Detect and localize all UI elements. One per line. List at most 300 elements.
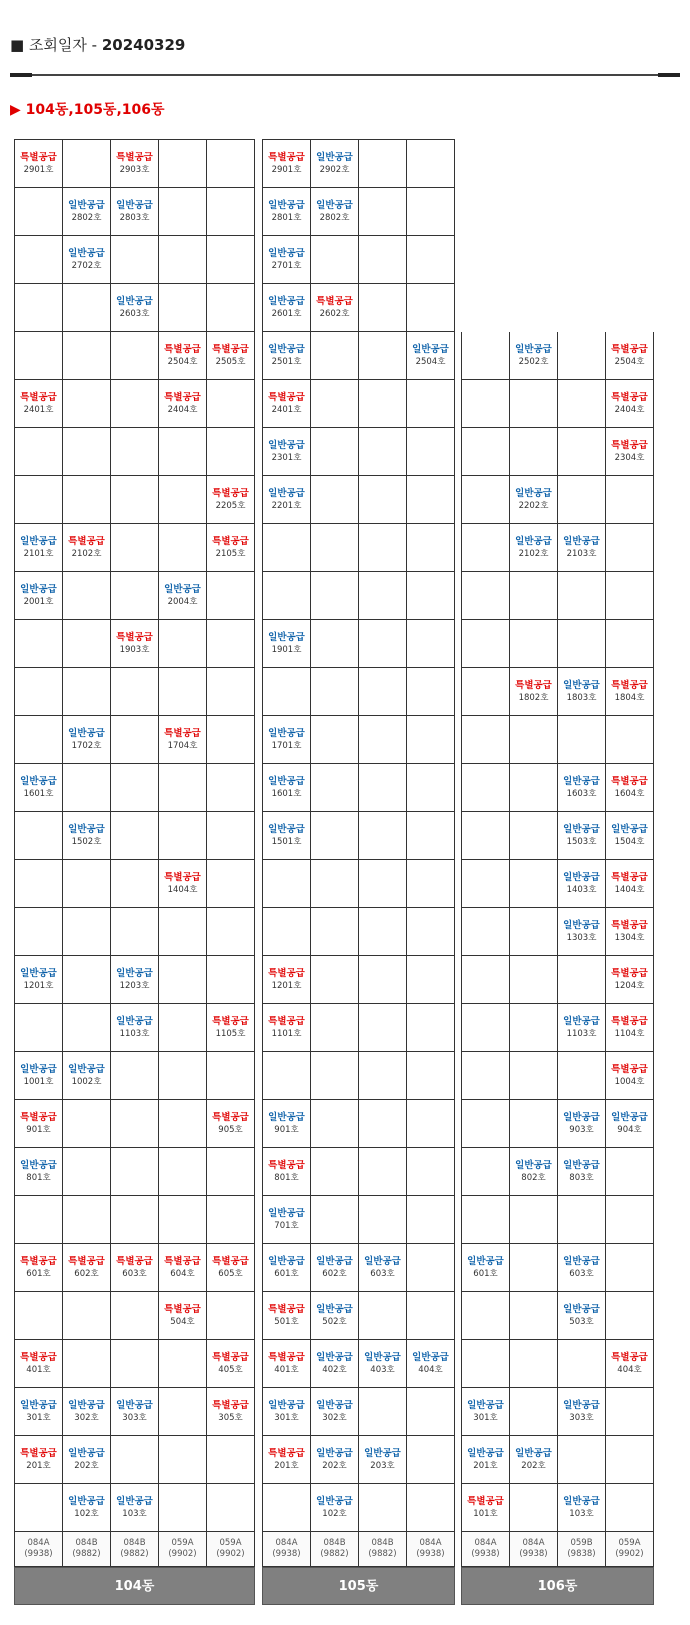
unit-cell[interactable] (263, 1340, 311, 1388)
unit-cell[interactable] (606, 956, 654, 1004)
general-supply-badge: 일반공급 (515, 535, 552, 547)
unit-cell[interactable] (263, 1004, 311, 1052)
general-supply-badge: 일반공급 (116, 967, 153, 979)
unit-cell[interactable] (606, 764, 654, 812)
unit-cell[interactable] (111, 188, 159, 236)
unit-cell[interactable] (263, 956, 311, 1004)
unit-cell[interactable] (63, 188, 111, 236)
unit-cell-empty (159, 236, 207, 284)
floor-row (462, 380, 654, 428)
unit-cell[interactable] (63, 812, 111, 860)
unit-number: 905호 (218, 1124, 243, 1135)
unit-cell[interactable] (263, 1100, 311, 1148)
unit-cell[interactable] (15, 1052, 63, 1100)
unit-cell[interactable] (359, 1244, 407, 1292)
special-supply-badge: 특별공급 (20, 1351, 57, 1363)
unit-grid (461, 139, 654, 1567)
floor-row (15, 428, 255, 476)
title-prefix: ■ 조회일자 - (10, 36, 102, 54)
floor-row (15, 1388, 255, 1436)
unit-number: 403호 (370, 1364, 395, 1375)
unit-number: 302호 (74, 1412, 99, 1423)
floor-row (462, 860, 654, 908)
unit-cell-empty (263, 668, 311, 716)
unit-cell[interactable] (111, 1004, 159, 1052)
unit-cell[interactable] (63, 1388, 111, 1436)
floor-row (462, 764, 654, 812)
unit-cell[interactable] (359, 1340, 407, 1388)
unit-number: 2401호 (271, 404, 302, 415)
unit-cell-empty (359, 476, 407, 524)
floor-row (462, 908, 654, 956)
unit-cell[interactable] (263, 620, 311, 668)
unit-cell-empty (558, 572, 606, 620)
empty-slot (462, 236, 510, 284)
unit-cell[interactable] (558, 1148, 606, 1196)
unit-cell[interactable] (606, 1052, 654, 1100)
unit-cell-empty (159, 956, 207, 1004)
unit-cell-empty (207, 1292, 255, 1340)
unit-cell-empty (510, 1100, 558, 1148)
unit-number: 801호 (274, 1172, 299, 1183)
unit-cell[interactable] (606, 380, 654, 428)
unit-cell[interactable] (510, 668, 558, 716)
unit-cell-empty (207, 1052, 255, 1100)
unit-cell[interactable] (15, 764, 63, 812)
unit-number: 701호 (274, 1220, 299, 1231)
unit-cell[interactable] (111, 1484, 159, 1532)
unit-cell[interactable] (111, 956, 159, 1004)
unit-cell[interactable] (15, 1244, 63, 1292)
unit-cell[interactable] (510, 524, 558, 572)
unit-cell-empty (15, 1004, 63, 1052)
general-supply-badge: 일반공급 (268, 823, 305, 835)
unit-cell[interactable] (606, 1100, 654, 1148)
query-date: 20240329 (101, 36, 186, 54)
unit-number: 502호 (322, 1316, 347, 1327)
special-supply-badge: 특별공급 (20, 1111, 57, 1123)
unit-cell-empty (606, 1484, 654, 1532)
unit-cell-empty (63, 284, 111, 332)
floor-row (263, 620, 455, 668)
unit-cell[interactable] (462, 1388, 510, 1436)
floor-row (263, 1004, 455, 1052)
unit-cell[interactable] (606, 860, 654, 908)
special-supply-badge: 특별공급 (212, 487, 249, 499)
unit-type-label: 084B (9882) (311, 1532, 359, 1567)
unit-cell[interactable] (15, 1340, 63, 1388)
unit-cell-empty (462, 668, 510, 716)
unit-cell[interactable] (263, 716, 311, 764)
special-supply-badge: 특별공급 (116, 151, 153, 163)
unit-cell-empty (558, 956, 606, 1004)
unit-cell-empty (510, 764, 558, 812)
unit-cell-empty (558, 620, 606, 668)
unit-cell[interactable] (159, 380, 207, 428)
special-supply-badge: 특별공급 (164, 1303, 201, 1315)
unit-cell[interactable] (606, 332, 654, 380)
unit-number: 603호 (569, 1268, 594, 1279)
unit-cell[interactable] (63, 1244, 111, 1292)
unit-cell-empty (63, 140, 111, 188)
unit-cell[interactable] (606, 428, 654, 476)
unit-cell-empty (159, 1484, 207, 1532)
unit-cell[interactable] (407, 332, 455, 380)
unit-cell[interactable] (462, 1244, 510, 1292)
unit-cell[interactable] (407, 1340, 455, 1388)
floor-row (462, 1292, 654, 1340)
unit-cell[interactable] (558, 524, 606, 572)
unit-cell-empty (159, 284, 207, 332)
general-supply-badge: 일반공급 (268, 1399, 305, 1411)
unit-cell[interactable] (462, 1484, 510, 1532)
unit-cell[interactable] (558, 1388, 606, 1436)
unit-cell-empty (263, 908, 311, 956)
unit-cell[interactable] (15, 380, 63, 428)
general-supply-badge: 일반공급 (68, 1063, 105, 1075)
floor-row (15, 1292, 255, 1340)
unit-cell-empty (510, 716, 558, 764)
unit-cell-empty (462, 908, 510, 956)
title-divider (10, 74, 680, 76)
general-supply-badge: 일반공급 (563, 871, 600, 883)
general-supply-badge: 일반공급 (412, 1351, 449, 1363)
unit-cell-empty (111, 668, 159, 716)
general-supply-badge: 일반공급 (268, 631, 305, 643)
unit-cell-empty (359, 284, 407, 332)
unit-cell-empty (15, 812, 63, 860)
floor-row (15, 620, 255, 668)
unit-cell[interactable] (263, 476, 311, 524)
unit-cell[interactable] (159, 716, 207, 764)
unit-cell[interactable] (159, 1244, 207, 1292)
unit-cell[interactable] (558, 1004, 606, 1052)
unit-cell-empty (359, 764, 407, 812)
unit-cell[interactable] (15, 1148, 63, 1196)
unit-type-label: 084B (9882) (359, 1532, 407, 1567)
special-supply-badge: 특별공급 (268, 1159, 305, 1171)
unit-cell[interactable] (311, 1484, 359, 1532)
unit-type-row (462, 1532, 654, 1567)
unit-cell[interactable] (311, 284, 359, 332)
unit-number: 2201호 (271, 500, 302, 511)
unit-cell[interactable] (207, 1388, 255, 1436)
empty-slot (558, 236, 606, 284)
unit-cell[interactable] (263, 1196, 311, 1244)
special-supply-badge: 특별공급 (611, 1015, 648, 1027)
unit-cell[interactable] (311, 140, 359, 188)
floor-row (15, 956, 255, 1004)
unit-cell[interactable] (558, 860, 606, 908)
unit-cell[interactable] (207, 524, 255, 572)
unit-cell[interactable] (311, 1388, 359, 1436)
unit-cell-empty (558, 1052, 606, 1100)
unit-cell-empty (407, 668, 455, 716)
unit-cell-empty (359, 1292, 407, 1340)
unit-number: 1304호 (614, 932, 645, 943)
unit-cell[interactable] (111, 620, 159, 668)
unit-type-label: 084A (9938) (263, 1532, 311, 1567)
floor-row (15, 764, 255, 812)
unit-cell-empty (462, 380, 510, 428)
unit-cell[interactable] (263, 236, 311, 284)
unit-number: 1603호 (566, 788, 597, 799)
building-group-title: ▶ 104동,105동,106동 (10, 102, 165, 118)
special-supply-badge: 특별공급 (212, 1015, 249, 1027)
unit-cell-empty (111, 812, 159, 860)
unit-cell[interactable] (207, 476, 255, 524)
general-supply-badge: 일반공급 (268, 487, 305, 499)
floor-row (462, 1484, 654, 1532)
unit-number: 401호 (26, 1364, 51, 1375)
general-supply-badge: 일반공급 (20, 1159, 57, 1171)
unit-cell[interactable] (207, 1004, 255, 1052)
unit-cell[interactable] (111, 284, 159, 332)
unit-cell-empty (359, 956, 407, 1004)
unit-cell[interactable] (263, 380, 311, 428)
unit-cell-empty (311, 476, 359, 524)
special-supply-badge: 특별공급 (164, 727, 201, 739)
unit-number: 2802호 (319, 212, 350, 223)
unit-cell-empty (15, 716, 63, 764)
unit-number: 1103호 (566, 1028, 597, 1039)
empty-slot (462, 284, 510, 332)
unit-number: 501호 (274, 1316, 299, 1327)
general-supply-badge: 일반공급 (68, 1399, 105, 1411)
floor-row (15, 1004, 255, 1052)
unit-cell[interactable] (263, 428, 311, 476)
unit-cell-empty (359, 860, 407, 908)
unit-cell[interactable] (263, 1244, 311, 1292)
unit-cell[interactable] (15, 956, 63, 1004)
unit-number: 2701호 (271, 260, 302, 271)
unit-grid (262, 139, 455, 1567)
unit-number: 1201호 (23, 980, 54, 991)
unit-cell[interactable] (159, 572, 207, 620)
unit-cell[interactable] (510, 1436, 558, 1484)
unit-cell[interactable] (558, 764, 606, 812)
unit-cell-empty (462, 572, 510, 620)
floor-row (15, 1436, 255, 1484)
unit-cell[interactable] (606, 1340, 654, 1388)
unit-cell[interactable] (63, 1484, 111, 1532)
unit-cell[interactable] (510, 476, 558, 524)
unit-cell[interactable] (15, 1100, 63, 1148)
unit-cell-empty (63, 1148, 111, 1196)
unit-cell[interactable] (263, 140, 311, 188)
unit-cell-empty (159, 668, 207, 716)
special-supply-badge: 특별공급 (611, 439, 648, 451)
unit-cell[interactable] (159, 860, 207, 908)
general-supply-badge: 일반공급 (467, 1399, 504, 1411)
unit-cell[interactable] (111, 1388, 159, 1436)
unit-cell-empty (63, 332, 111, 380)
unit-cell[interactable] (462, 1436, 510, 1484)
unit-cell[interactable] (359, 1436, 407, 1484)
unit-number: 1704호 (167, 740, 198, 751)
unit-cell-empty (407, 716, 455, 764)
unit-cell[interactable] (15, 1388, 63, 1436)
unit-cell[interactable] (207, 332, 255, 380)
unit-cell[interactable] (263, 188, 311, 236)
general-supply-badge: 일반공급 (316, 1495, 353, 1507)
unit-cell[interactable] (63, 1052, 111, 1100)
floor-row (15, 1244, 255, 1292)
unit-cell-empty (359, 1052, 407, 1100)
unit-cell-empty (359, 1100, 407, 1148)
unit-cell[interactable] (558, 668, 606, 716)
empty-slot (462, 188, 510, 236)
unit-cell-empty (111, 332, 159, 380)
unit-cell[interactable] (558, 1484, 606, 1532)
floor-row (15, 716, 255, 764)
floor-row (263, 140, 455, 188)
unit-number: 1501호 (271, 836, 302, 847)
unit-cell-empty (510, 812, 558, 860)
unit-number: 1404호 (167, 884, 198, 895)
unit-cell[interactable] (263, 1292, 311, 1340)
unit-cell-empty (462, 428, 510, 476)
general-supply-badge: 일반공급 (316, 199, 353, 211)
unit-number: 1601호 (23, 788, 54, 799)
unit-cell-empty (407, 860, 455, 908)
unit-cell[interactable] (558, 812, 606, 860)
unit-cell[interactable] (263, 284, 311, 332)
unit-cell-empty (111, 716, 159, 764)
unit-cell[interactable] (111, 140, 159, 188)
unit-cell[interactable] (263, 1436, 311, 1484)
unit-cell[interactable] (311, 188, 359, 236)
unit-cell-empty (311, 860, 359, 908)
general-supply-badge: 일반공급 (316, 1351, 353, 1363)
unit-cell[interactable] (558, 1292, 606, 1340)
floor-row (263, 668, 455, 716)
unit-cell-empty (159, 188, 207, 236)
unit-cell[interactable] (606, 1004, 654, 1052)
unit-cell[interactable] (510, 332, 558, 380)
floor-row (263, 1292, 455, 1340)
unit-cell[interactable] (15, 572, 63, 620)
special-supply-badge: 특별공급 (611, 775, 648, 787)
unit-cell[interactable] (207, 1340, 255, 1388)
unit-cell-empty (407, 140, 455, 188)
unit-cell[interactable] (606, 668, 654, 716)
unit-cell-empty (359, 908, 407, 956)
unit-cell[interactable] (558, 1100, 606, 1148)
unit-cell[interactable] (63, 524, 111, 572)
unit-cell-empty (63, 476, 111, 524)
unit-cell-empty (510, 908, 558, 956)
unit-cell-empty (63, 572, 111, 620)
unit-cell[interactable] (311, 1292, 359, 1340)
unit-type-label: 059B (9838) (558, 1532, 606, 1567)
floor-row (263, 860, 455, 908)
general-supply-badge: 일반공급 (364, 1447, 401, 1459)
unit-cell-empty (407, 284, 455, 332)
unit-cell-empty (606, 476, 654, 524)
unit-cell[interactable] (15, 1436, 63, 1484)
unit-cell-empty (63, 908, 111, 956)
unit-cell-empty (359, 332, 407, 380)
unit-cell[interactable] (510, 1148, 558, 1196)
unit-cell[interactable] (15, 524, 63, 572)
unit-number: 2105호 (215, 548, 246, 559)
unit-cell-empty (359, 716, 407, 764)
unit-cell[interactable] (311, 1340, 359, 1388)
unit-number: 301호 (26, 1412, 51, 1423)
unit-cell-empty (407, 956, 455, 1004)
floor-row (263, 1196, 455, 1244)
unit-number: 1504호 (614, 836, 645, 847)
unit-cell[interactable] (63, 236, 111, 284)
unit-cell[interactable] (263, 332, 311, 380)
unit-number: 1103호 (119, 1028, 150, 1039)
unit-number: 2603호 (119, 308, 150, 319)
general-supply-badge: 일반공급 (68, 1447, 105, 1459)
unit-cell-empty (462, 956, 510, 1004)
unit-cell[interactable] (263, 1388, 311, 1436)
general-supply-badge: 일반공급 (20, 1399, 57, 1411)
special-supply-badge: 특별공급 (611, 871, 648, 883)
unit-cell[interactable] (111, 1244, 159, 1292)
unit-cell[interactable] (311, 1244, 359, 1292)
unit-cell[interactable] (311, 1436, 359, 1484)
floor-row (263, 1436, 455, 1484)
floor-row (462, 428, 654, 476)
unit-cell-empty (407, 572, 455, 620)
unit-cell-empty (606, 524, 654, 572)
unit-cell[interactable] (63, 1436, 111, 1484)
unit-cell[interactable] (606, 908, 654, 956)
unit-cell[interactable] (15, 140, 63, 188)
unit-number: 1601호 (271, 788, 302, 799)
unit-cell[interactable] (159, 1292, 207, 1340)
unit-cell[interactable] (606, 812, 654, 860)
unit-cell-empty (311, 1196, 359, 1244)
general-supply-badge: 일반공급 (563, 1111, 600, 1123)
unit-cell-empty (462, 764, 510, 812)
empty-slot (558, 284, 606, 332)
unit-cell[interactable] (159, 332, 207, 380)
unit-cell[interactable] (207, 1100, 255, 1148)
floor-row (15, 1340, 255, 1388)
unit-cell[interactable] (263, 812, 311, 860)
unit-cell-empty (311, 380, 359, 428)
unit-cell[interactable] (263, 1148, 311, 1196)
floor-row (462, 1004, 654, 1052)
unit-cell-empty (263, 572, 311, 620)
special-supply-badge: 특별공급 (68, 535, 105, 547)
unit-cell[interactable] (558, 908, 606, 956)
unit-cell-empty (111, 572, 159, 620)
unit-cell-empty (462, 476, 510, 524)
unit-cell-empty (111, 908, 159, 956)
unit-cell-empty (111, 1196, 159, 1244)
unit-cell-empty (462, 860, 510, 908)
building-name-footer: 105동 (262, 1567, 455, 1605)
unit-cell[interactable] (207, 1244, 255, 1292)
unit-cell-empty (407, 1004, 455, 1052)
empty-slot (606, 188, 654, 236)
unit-number: 2901호 (23, 164, 54, 175)
unit-cell[interactable] (558, 1244, 606, 1292)
unit-number: 503호 (569, 1316, 594, 1327)
unit-cell[interactable] (63, 716, 111, 764)
unit-cell-empty (263, 1484, 311, 1532)
unit-cell[interactable] (263, 764, 311, 812)
floor-row (15, 860, 255, 908)
unit-cell-empty (311, 956, 359, 1004)
